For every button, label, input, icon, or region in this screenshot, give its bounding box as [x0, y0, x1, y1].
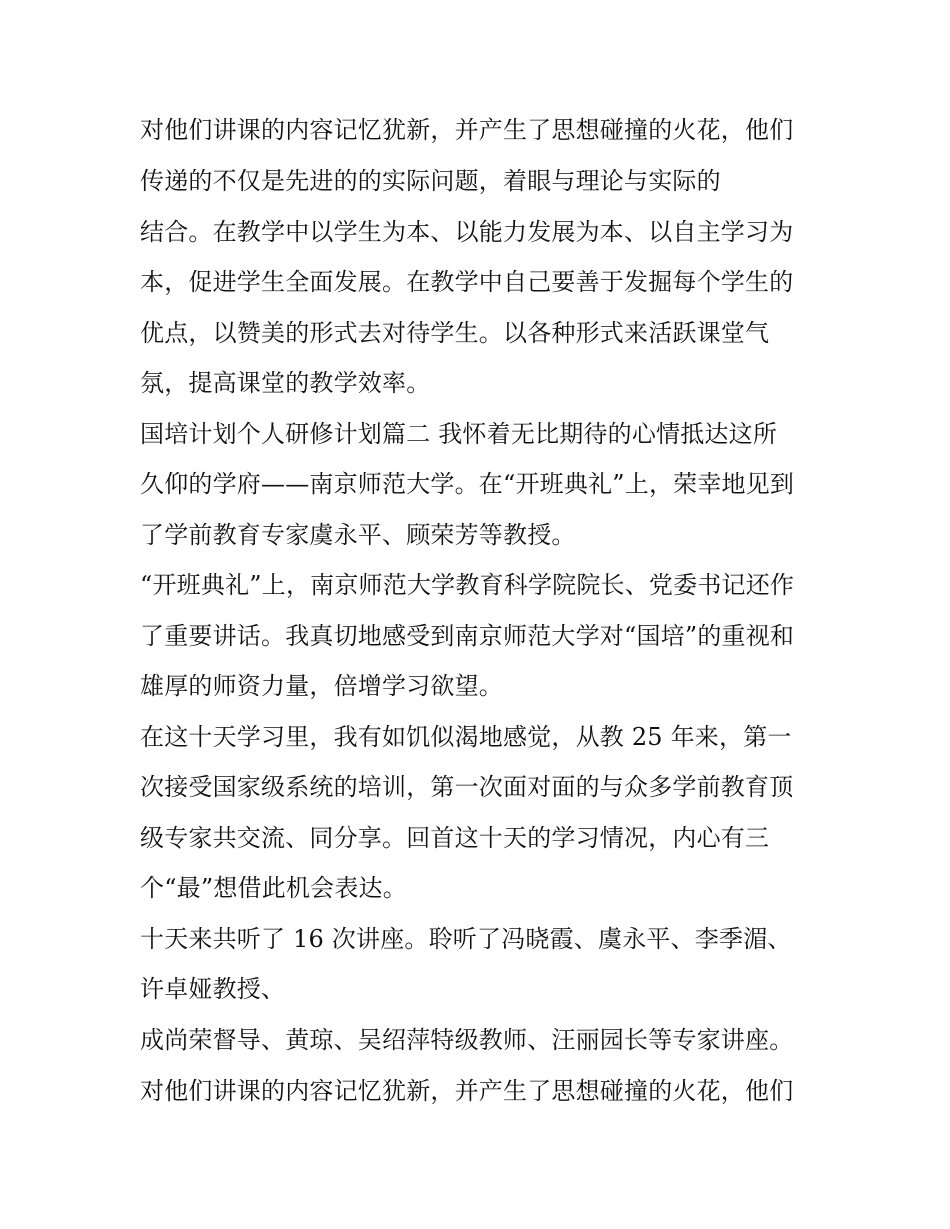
text-line: 十天来共听了 16 次讲座。聆听了冯晓霞、虞永平、李季湄、 — [140, 925, 792, 953]
text-line: 了学前教育专家虞永平、顾荣芳等教授。 — [140, 521, 576, 549]
text-line: 级专家共交流、同分享。回首这十天的学习情况，内心有三 — [140, 824, 770, 852]
text-line: 传递的不仅是先进的的实际问题，着眼与理论与实际的 — [140, 167, 721, 195]
text-line: 成尚荣督导、黄琼、吴绍萍特级教师、汪丽园长等专家讲座。 — [140, 1026, 794, 1054]
text-line: 结合。在教学中以学生为本、以能力发展为本、以自主学习为 — [140, 218, 794, 246]
text-line: “开班典礼”上，南京师范大学教育科学院院长、党委书记还作 — [140, 571, 795, 599]
section-heading-line: 国培计划个人研修计划篇二 我怀着无比期待的心情抵达这所 — [140, 420, 778, 448]
text-line: 次接受国家级系统的培训，第一次面对面的与众多学前教育顶 — [140, 773, 794, 801]
text-line: 个“最”想借此机会表达。 — [140, 874, 407, 902]
text-line: 优点，以赞美的形式去对待学生。以各种形式来活跃课堂气 — [140, 319, 770, 347]
text-line: 了重要讲话。我真切地感受到南京师范大学对“国培”的重视和 — [140, 622, 795, 650]
text-line: 久仰的学府——南京师范大学。在“开班典礼”上，荣幸地见到 — [140, 470, 795, 498]
text-line: 对他们讲课的内容记忆犹新，并产生了思想碰撞的火花，他们 — [140, 1077, 794, 1105]
text-line: 对他们讲课的内容记忆犹新，并产生了思想碰撞的火花，他们 — [140, 116, 794, 144]
text-line: 本，促进学生全面发展。在教学中自己要善于发掘每个学生的 — [140, 268, 794, 296]
text-line: 许卓娅教授、 — [140, 975, 286, 1003]
text-line: 氛，提高课堂的教学效率。 — [140, 369, 431, 397]
text-line: 雄厚的师资力量，倍增学习欲望。 — [140, 672, 503, 700]
text-line: 在这十天学习里，我有如饥似渴地感觉，从教 25 年来，第一 — [140, 723, 792, 751]
